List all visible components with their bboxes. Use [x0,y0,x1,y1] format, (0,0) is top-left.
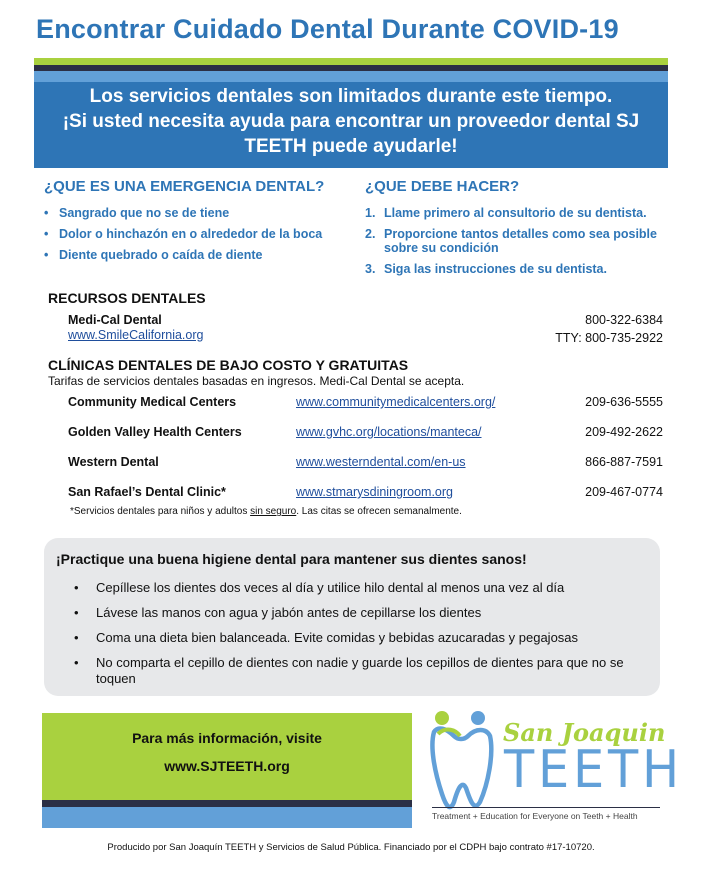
hygiene-list [74,580,644,696]
list-item: • No comparta el cepillo de dientes con nadie y guarde los cepillos de dientes para que no se toquen [74,655,644,687]
list-number: 3. [365,262,376,276]
list-item: • Sangrado que no se de tiene [44,206,364,221]
page-title: Encontrar Cuidado Dental Durante COVID-19 [36,14,619,44]
list-item [365,206,690,220]
list-item [365,262,690,276]
clinic-link[interactable]: www.westerndental.com/en-us [296,455,466,469]
list-item: • Diente quebrado o caída de diente [44,248,364,263]
clinic-name: Golden Valley Health Centers [68,425,242,439]
info-link[interactable]: www.SJTEETH.org [164,758,290,774]
info-text: Para más información, visite [132,730,322,746]
todo-list [365,206,690,283]
clinic-name: Community Medical Centers [68,395,237,409]
clinic-name: San Rafael’s Dental Clinic* [68,485,226,499]
list-item: • Dolor o hinchazón en o alrededor de la boca [44,227,364,242]
banner-line-2: ¡Si usted necesita ayuda para encontrar un proveedor dental SJ [62,111,640,132]
clinic-phone: 209-467-0774 [585,485,663,499]
resource-tty: TTY: 800-735-2922 [555,331,663,345]
logo-divider [432,807,660,808]
clinic-name: Western Dental [68,455,159,469]
banner-line-1: Los servicios dentales son limitados durante este tiempo. [89,86,613,107]
banner-line-3: TEETH puede ayudarle! [244,136,458,157]
logo-word: TEETH [504,740,683,800]
list-item [365,227,690,255]
info-box [42,713,412,800]
clinics-heading: CLÍNICAS DENTALES DE BAJO COSTO Y GRATUITAS [48,357,409,373]
list-text: Llame primero al consultorio de su dentista. [384,206,647,220]
list-item: • Coma una dieta bien balanceada. Evite comidas y bebidas azucaradas y pegajosas [74,630,644,646]
emergency-list [44,206,364,269]
emergency-heading: ¿QUE ES UNA EMERGENCIA DENTAL? [44,178,325,195]
resource-phone: 800-322-6384 [585,313,663,327]
clinic-phone: 209-636-5555 [585,395,663,409]
list-text: Proporcione tantos detalles como sea posible sobre su condición [384,227,657,255]
stripe-lightblue [34,71,668,82]
list-number: 2. [365,227,376,241]
resource-name: Medi-Cal Dental [68,313,162,327]
info-stripe-navy [42,800,412,807]
info-stripe-lightblue [42,807,412,828]
list-text: Siga las instrucciones de su dentista. [384,262,607,276]
clinic-phone: 209-492-2622 [585,425,663,439]
note-suffix: . Las citas se ofrecen semanalmente. [296,506,462,517]
stripe-green [34,58,668,65]
logo-script: San Joaquin [503,718,666,747]
resources-heading: RECURSOS DENTALES [48,290,206,306]
footer-text: Producido por San Joaquín TEETH y Servicios de Salud Pública. Financiado por el CDPH bajo contrato #17-10720. [107,842,595,853]
hygiene-heading: ¡Practique una buena higiene dental para mantener sus dientes sanos! [56,551,527,567]
resource-link[interactable]: www.SmileCalifornia.org [68,328,204,342]
todo-heading: ¿QUE DEBE HACER? [365,178,520,195]
clinic-phone: 866-887-7591 [585,455,663,469]
list-number: 1. [365,206,376,220]
clinics-subtitle: Tarifas de servicios dentales basadas en ingresos. Medi-Cal Dental se acepta. [48,374,465,388]
note-underline: sin seguro [250,506,297,517]
note-prefix: *Servicios dentales para niños y adultos [70,506,251,517]
clinics-note [70,506,462,517]
clinic-link[interactable]: www.stmarysdiningroom.org [296,485,453,499]
clinic-link[interactable]: www.gvhc.org/locations/manteca/ [296,425,482,439]
alert-banner [34,82,668,168]
clinic-link[interactable]: www.communitymedicalcenters.org/ [296,395,496,409]
logo-tagline: Treatment + Education for Everyone on Teeth + Health [432,811,638,821]
list-item: • Lávese las manos con agua y jabón antes de cepillarse los dientes [74,605,644,621]
list-item: • Cepíllese los dientes dos veces al día y utilice hilo dental al menos una vez al día [74,580,644,596]
